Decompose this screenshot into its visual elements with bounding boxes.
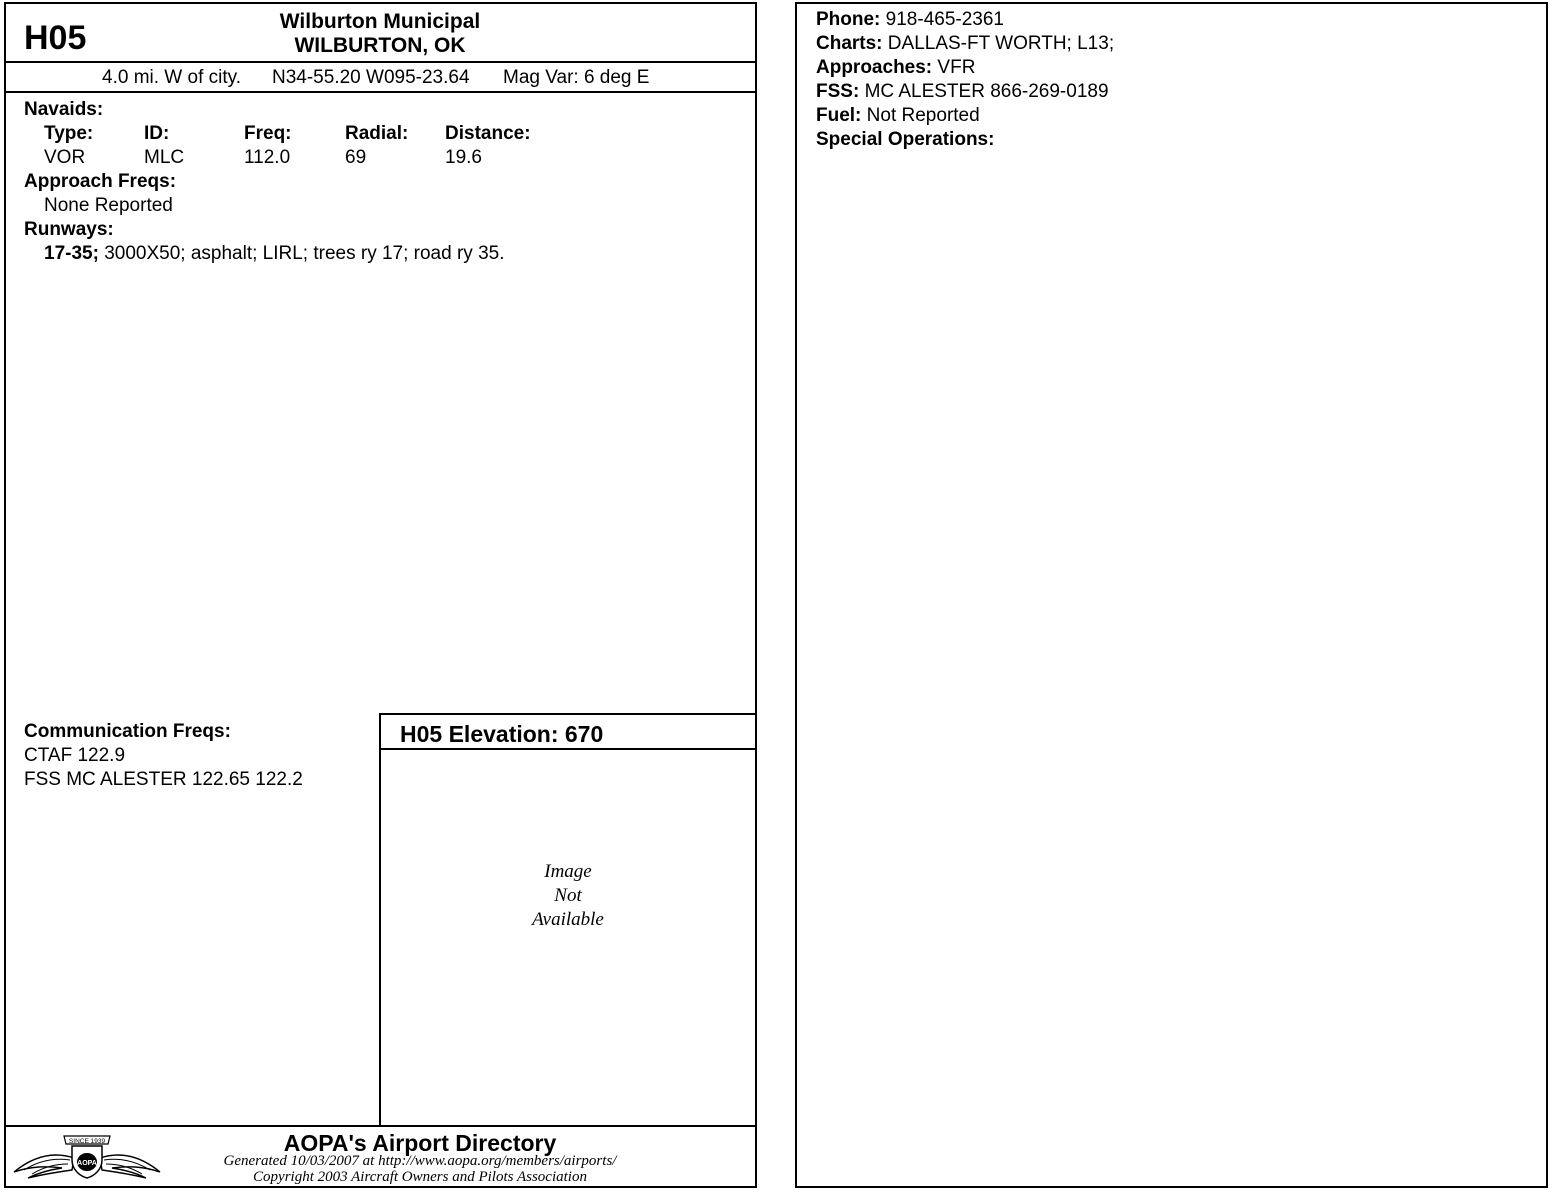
airport-name: Wilburton Municipal bbox=[279, 10, 481, 33]
footer-title: AOPA's Airport Directory bbox=[283, 1130, 557, 1156]
navaids-header-radial: Radial: bbox=[345, 123, 409, 144]
aopa-wings-icon bbox=[12, 1130, 162, 1182]
charts-row bbox=[816, 32, 1114, 56]
fss-label: FSS: bbox=[816, 81, 860, 102]
mag-var: Mag Var: 6 deg E bbox=[503, 67, 650, 88]
footer-copyright: Copyright 2003 Aircraft Owners and Pilots Association bbox=[253, 1169, 587, 1185]
location-divider bbox=[4, 91, 757, 93]
elevation-panel-left bbox=[379, 713, 381, 1126]
logo-banner-text: SINCE 1939 bbox=[68, 1138, 106, 1145]
elevation-title-divider bbox=[379, 748, 757, 750]
charts-value: DALLAS-FT WORTH; L13; bbox=[887, 33, 1115, 54]
airport-id: H05 bbox=[24, 19, 87, 57]
image-placeholder-line: Not bbox=[554, 885, 582, 906]
approaches-label: Approaches: bbox=[816, 57, 933, 78]
fss-row bbox=[816, 80, 1109, 104]
navaid-radial: 69 bbox=[345, 147, 367, 168]
elevation-panel-top bbox=[379, 713, 757, 715]
comm-freq-line: FSS MC ALESTER 122.65 122.2 bbox=[24, 769, 303, 790]
comm-freq-line: CTAF 122.9 bbox=[24, 745, 126, 766]
navaid-freq: 112.0 bbox=[244, 147, 291, 168]
phone-label: Phone: bbox=[816, 9, 881, 30]
header-divider bbox=[4, 61, 757, 63]
image-placeholder-line: Image bbox=[544, 861, 592, 882]
navaids-title: Navaids: bbox=[24, 99, 104, 120]
runway-desc: 3000X50; asphalt; LIRL; trees ry 17; road ry 35. bbox=[104, 243, 505, 264]
coordinates: N34-55.20 W095-23.64 bbox=[272, 67, 470, 88]
runway-entry bbox=[44, 242, 505, 266]
approaches-row bbox=[816, 56, 975, 80]
special-ops-label: Special Operations: bbox=[816, 129, 995, 150]
logo-center-text: AOPA bbox=[77, 1160, 97, 1167]
fuel-label: Fuel: bbox=[816, 105, 862, 126]
navaid-type: VOR bbox=[44, 147, 86, 168]
fuel-row bbox=[816, 104, 980, 128]
image-placeholder-line: Available bbox=[532, 909, 604, 930]
navaids-header-distance: Distance: bbox=[445, 123, 531, 144]
comm-freqs-title: Communication Freqs: bbox=[24, 721, 231, 742]
elevation-title: H05 Elevation: 670 bbox=[400, 721, 604, 747]
footer-generated: Generated 10/03/2007 at http://www.aopa.org/members/airports/ bbox=[223, 1153, 617, 1169]
approaches-value: VFR bbox=[937, 57, 976, 78]
navaid-distance: 19.6 bbox=[445, 147, 482, 168]
navaid-id: MLC bbox=[144, 147, 185, 168]
phone-row bbox=[816, 8, 1004, 32]
navaids-header-id: ID: bbox=[144, 123, 170, 144]
footer-divider bbox=[4, 1125, 757, 1127]
phone-value: 918-465-2361 bbox=[885, 9, 1004, 30]
runway-id: 17-35; bbox=[44, 243, 99, 264]
charts-label: Charts: bbox=[816, 33, 883, 54]
navaids-header-type: Type: bbox=[44, 123, 94, 144]
fuel-value: Not Reported bbox=[866, 105, 980, 126]
runways-title: Runways: bbox=[24, 219, 114, 240]
fss-value: MC ALESTER 866-269-0189 bbox=[864, 81, 1109, 102]
distance-from-city: 4.0 mi. W of city. bbox=[102, 67, 242, 88]
aopa-logo bbox=[12, 1130, 162, 1182]
city-state: WILBURTON, OK bbox=[294, 34, 466, 57]
right-card bbox=[795, 2, 1548, 1188]
approach-freqs-title: Approach Freqs: bbox=[24, 171, 177, 192]
approach-freqs-value: None Reported bbox=[44, 195, 173, 216]
navaids-header-freq: Freq: bbox=[244, 123, 292, 144]
